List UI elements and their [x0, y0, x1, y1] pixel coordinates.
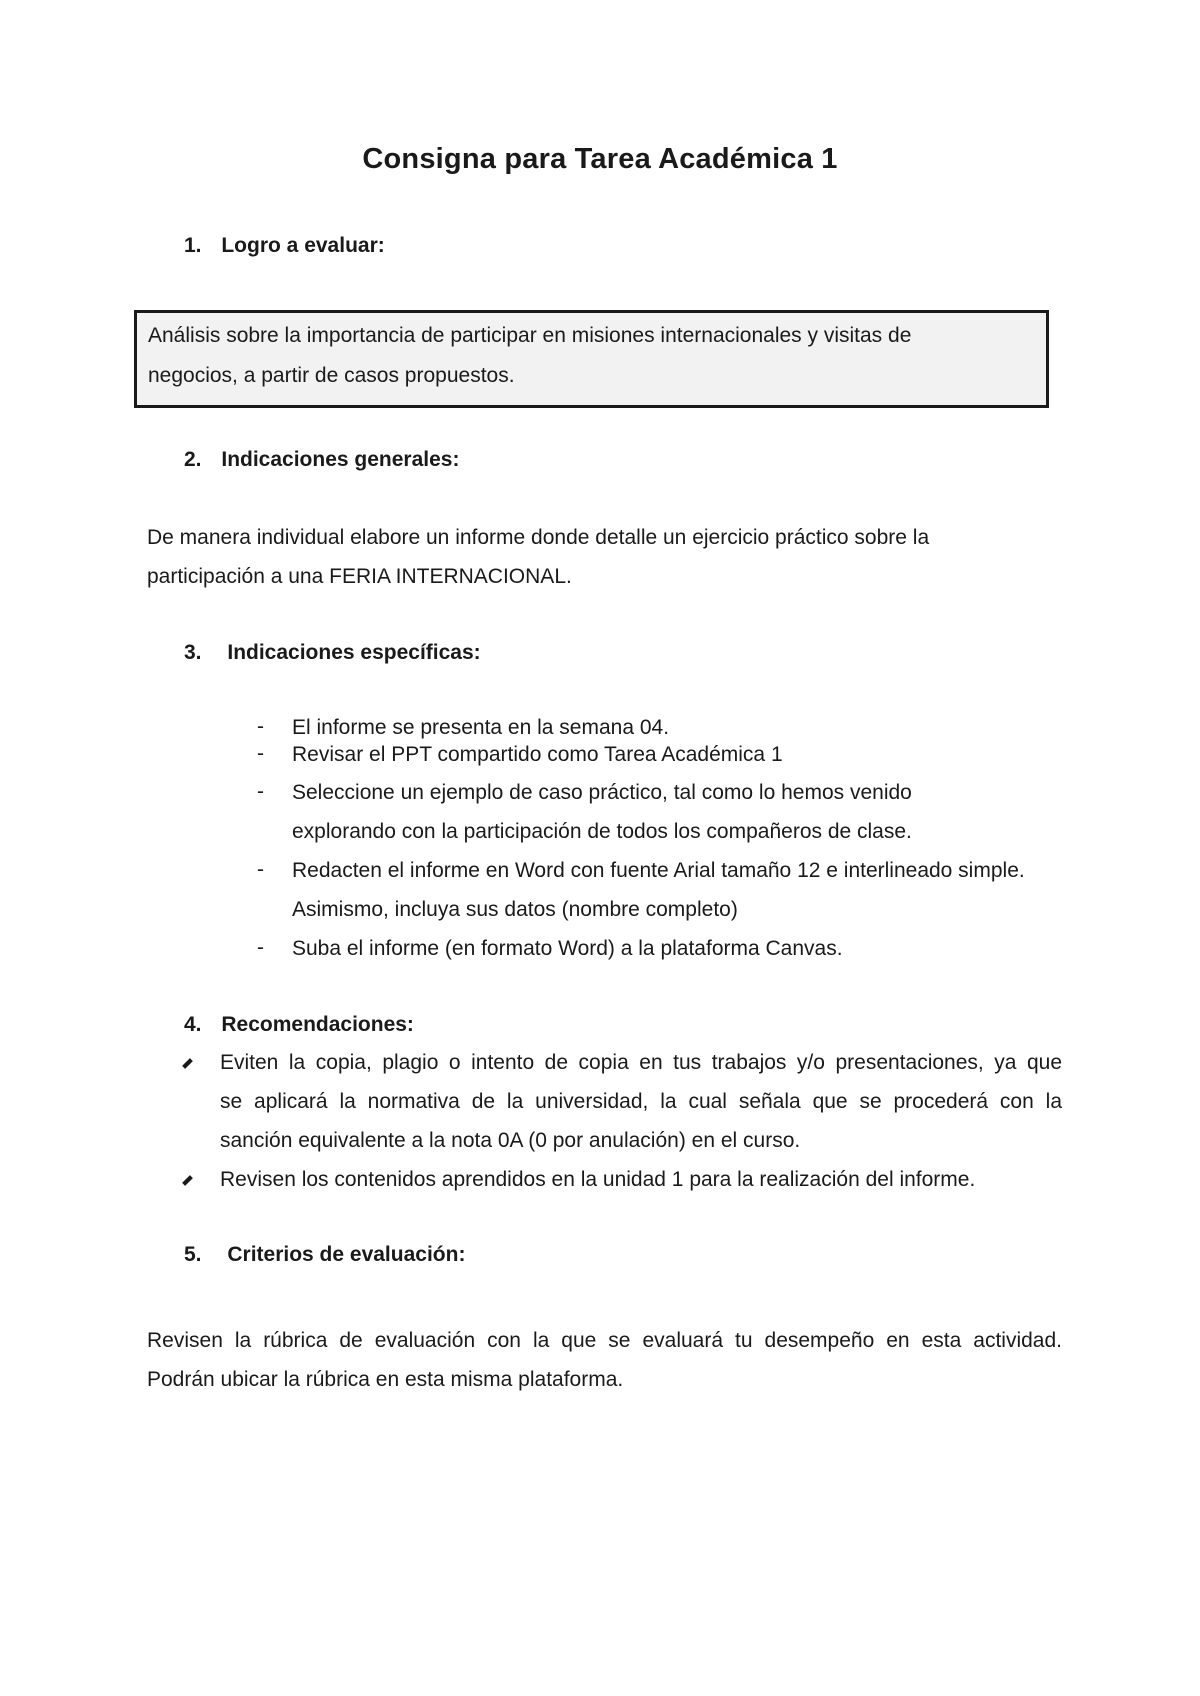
list-dash: -: [257, 715, 264, 738]
list-item: Seleccione un ejemplo de caso práctico, tal como lo hemos venido: [292, 781, 912, 804]
criterios-line: Revisen la rúbrica de evaluación con la que se evaluará tu desempeño en esta actividad.: [147, 1329, 1062, 1352]
recomendacion-item: Revisen los contenidos aprendidos en la unidad 1 para la realización del informe.: [220, 1168, 976, 1191]
section-3-heading: [184, 641, 481, 665]
logro-text-line: negocios, a partir de casos propuestos.: [148, 364, 515, 387]
section-number: 3.: [184, 641, 202, 664]
list-item: Revisar el PPT compartido como Tarea Académica 1: [292, 743, 783, 766]
page-title: Consigna para Tarea Académica 1: [362, 143, 838, 175]
recomendacion-item: [220, 1050, 1062, 1128]
generales-text-line: De manera individual elabore un informe donde detalle un ejercicio práctico sobre la: [147, 526, 930, 549]
generales-text-line: participación a una FERIA INTERNACIONAL.: [147, 565, 572, 588]
section-5-heading: [184, 1243, 465, 1267]
section-number: 4.: [184, 1013, 202, 1036]
section-title: Logro a evaluar:: [221, 234, 385, 257]
list-dash: -: [257, 780, 264, 803]
bullet-icon: [182, 1058, 193, 1069]
recomendacion-line: sanción equivalente a la nota 0A (0 por anulación) en el curso.: [220, 1129, 801, 1152]
logro-box: [134, 310, 1049, 408]
list-item-continuation: Asimismo, incluya sus datos (nombre completo): [292, 898, 738, 921]
section-1-heading: [184, 234, 385, 258]
criterios-text: [147, 1328, 1062, 1354]
section-number: 2.: [184, 448, 202, 471]
section-2-heading: [184, 448, 459, 472]
list-item-continuation: explorando con la participación de todos los compañeros de clase.: [292, 820, 912, 843]
criterios-line: Podrán ubicar la rúbrica en esta misma plataforma.: [147, 1368, 624, 1391]
list-dash: -: [257, 742, 264, 765]
section-title: Criterios de evaluación:: [227, 1243, 466, 1266]
section-title: Indicaciones generales:: [221, 448, 460, 471]
list-item: El informe se presenta en la semana 04.: [292, 716, 670, 739]
list-dash: -: [257, 936, 264, 959]
list-item: Suba el informe (en formato Word) a la plataforma Canvas.: [292, 937, 843, 960]
recomendacion-line: se aplicará la normativa de la universidad, la cual señala que se procederá con la: [220, 1090, 1062, 1113]
logro-text-line: Análisis sobre la importancia de participar en misiones internacionales y visitas de: [148, 324, 912, 347]
list-dash: -: [257, 858, 264, 881]
recomendacion-line: Eviten la copia, plagio o intento de copia en tus trabajos y/o presentaciones, ya que: [220, 1051, 1062, 1074]
bullet-icon: [182, 1175, 193, 1186]
section-title: Indicaciones específicas:: [227, 641, 481, 664]
section-title: Recomendaciones:: [221, 1013, 414, 1036]
list-item: Redacten el informe en Word con fuente Arial tamaño 12 e interlineado simple.: [292, 859, 1025, 882]
section-number: 1.: [184, 234, 202, 257]
section-4-heading: [184, 1013, 414, 1037]
section-number: 5.: [184, 1243, 202, 1266]
